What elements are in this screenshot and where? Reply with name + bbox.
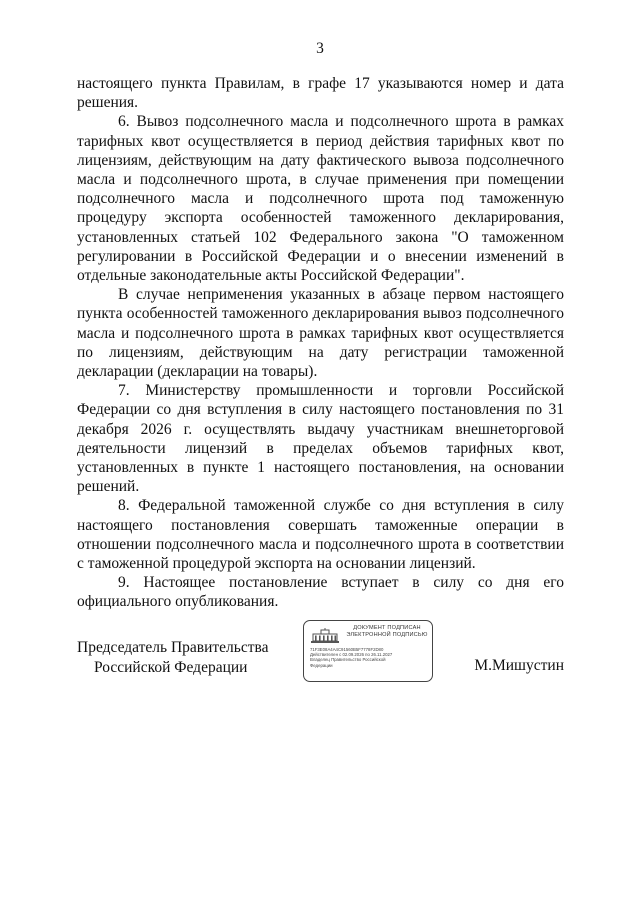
signatory-position-line1: Председатель Правительства bbox=[77, 639, 269, 656]
signer-name: М.Мишустин bbox=[474, 657, 564, 674]
stamp-owner-line1: Владелец Правительство Российской bbox=[310, 657, 386, 663]
document-body bbox=[77, 74, 564, 612]
electronic-signature-stamp bbox=[303, 620, 433, 682]
page-number: 3 bbox=[316, 40, 324, 57]
stamp-title: ДОКУМЕНТ ПОДПИСАН ЭЛЕКТРОННОЙ ПОДПИСЬЮ bbox=[346, 625, 428, 638]
paragraph-item-6: 6. Вывоз подсолнечного масла и подсолнечного шрота в рамках тарифных квот осуществляется в период действия тарифных квот по лицензиям, действующим на дату фактического вывоза подсолнечного масла и подсолнечного шрота, в случае применения при помещении подсолнечного масла и подсолнечного шрота под таможенную процедуру экспорта особенностей таможенного декларирования, установленных статьей 102 Федерального закона "О таможенном регулировании в Российской Федерации и о внесении изменений в отдельные законодательные акты Российской Федерации". bbox=[77, 113, 564, 285]
paragraph-item-9: 9. Настоящее постановление вступает в силу со дня его официального опубликования. bbox=[77, 574, 564, 611]
stamp-details bbox=[310, 647, 430, 668]
paragraph-continuation: настоящего пункта Правилам, в графе 17 указываются номер и дата решения. bbox=[77, 75, 564, 112]
signatory-position-line2: Российской Федерации bbox=[94, 659, 248, 676]
government-building-icon bbox=[310, 628, 340, 644]
paragraph-item-8: 8. Федеральной таможенной службе со дня вступления в силу настоящего постановления совершать таможенные операции в отношении подсолнечного масла и подсолнечного шрота в соответствии с таможенной процедурой экспорта на основании лицензий. bbox=[77, 497, 564, 573]
paragraph-item-6-second: В случае неприменения указанных в абзаце первом настоящего пункта особенностей таможенного декларирования вывоз подсолнечного масла и подсолнечного шрота в рамках тарифных квот осуществляется по лицензиям, действующим на дату регистрации таможенной декларации (декларации на товары). bbox=[77, 286, 564, 381]
stamp-owner-line2: Федерации bbox=[310, 662, 333, 668]
stamp-validity: Действителен с 02.09.2026 по 26.11.2027 bbox=[310, 652, 393, 658]
paragraph-item-7: 7. Министерству промышленности и торговли Российской Федерации со дня вступления в силу настоящего постановления по 31 декабря 2026 г. осуществлять выдачу участникам внешнеторговой деятельности лицензий в пределах объемов тарифных квот, установленных в пункте 1 настоящего постановления, на основании решений. bbox=[77, 382, 564, 496]
signatory-position bbox=[77, 638, 269, 678]
stamp-certificate: 71F3E08A4A4C91560B5F7778F2D80 bbox=[310, 647, 384, 652]
